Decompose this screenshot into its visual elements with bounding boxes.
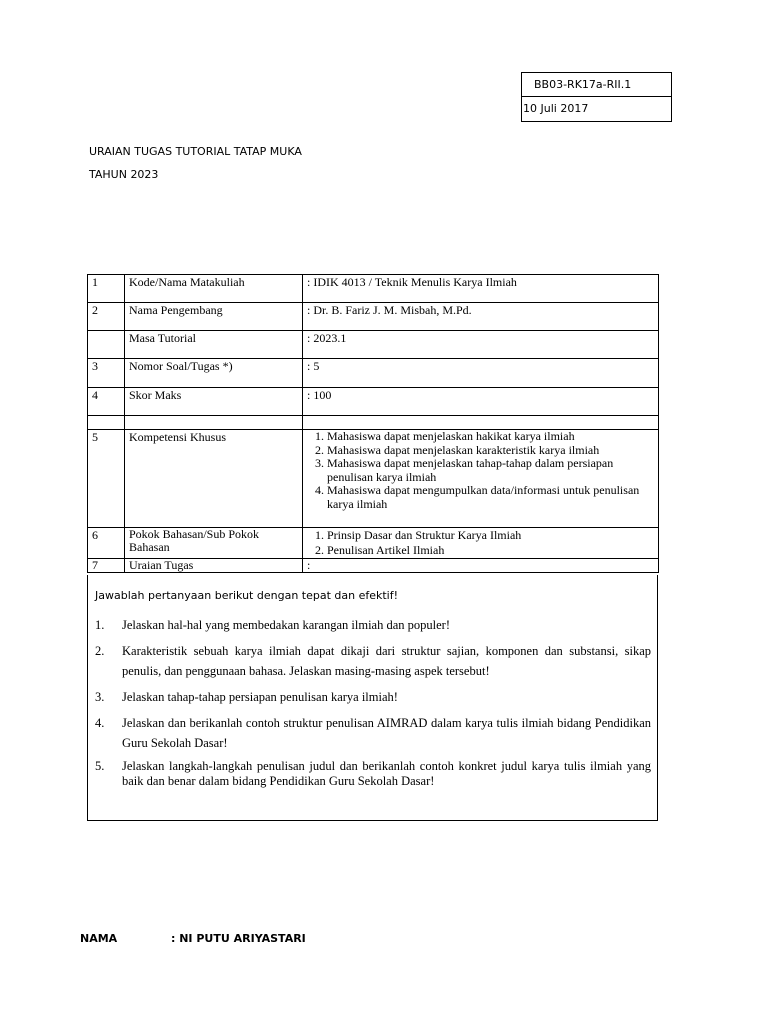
question-list xyxy=(95,615,651,795)
competency-list xyxy=(307,430,658,511)
row-number: 1 xyxy=(88,275,125,303)
row-value: : Dr. B. Fariz J. M. Misbah, M.Pd. xyxy=(303,303,659,331)
document-code: BB03-RK17a-RII.1 xyxy=(522,73,671,97)
row-label: Kode/Nama Matakuliah xyxy=(125,275,303,303)
list-item xyxy=(95,687,651,707)
table-row xyxy=(88,388,659,416)
question-number: 4. xyxy=(95,716,105,730)
course-info-table xyxy=(87,274,659,573)
row-number: 2 xyxy=(88,303,125,331)
row-label: Skor Maks xyxy=(125,388,303,416)
row-value: : IDIK 4013 / Teknik Menulis Karya Ilmiah xyxy=(303,275,659,303)
question-number: 1. xyxy=(95,618,105,632)
question-text: Jelaskan hal-hal yang membedakan karangan ilmiah dan populer! xyxy=(122,618,451,632)
student-name: : NI PUTU ARIYASTARI xyxy=(171,932,306,945)
task-description-box xyxy=(87,575,658,821)
row-value: : 100 xyxy=(303,388,659,416)
row-number: 4 xyxy=(88,388,125,416)
list-item: 4. Mahasiswa dapat mengumpulkan data/informasi untuk penulisan karya ilmiah xyxy=(327,484,658,511)
list-item: 1. Prinsip Dasar dan Struktur Karya Ilmiah xyxy=(327,528,658,543)
document-year: TAHUN 2023 xyxy=(89,168,159,181)
table-row xyxy=(88,359,659,388)
competency-list-cell xyxy=(303,430,659,528)
list-item: 2. Penulisan Artikel Ilmiah xyxy=(327,543,658,558)
row-label: Masa Tutorial xyxy=(125,331,303,359)
table-row xyxy=(88,430,659,528)
question-number: 2. xyxy=(95,644,105,658)
table-row xyxy=(88,528,659,559)
table-spacer-row xyxy=(88,416,659,430)
table-row xyxy=(88,275,659,303)
row-value: : xyxy=(303,559,659,573)
list-item xyxy=(95,641,651,681)
table-row xyxy=(88,331,659,359)
row-number: 5 xyxy=(88,430,125,528)
row-number: 6 xyxy=(88,528,125,559)
row-label: Nama Pengembang xyxy=(125,303,303,331)
row-value: : 2023.1 xyxy=(303,331,659,359)
row-label: Kompetensi Khusus xyxy=(125,430,303,528)
list-item: 2. Mahasiswa dapat menjelaskan karakteristik karya ilmiah xyxy=(327,444,658,458)
question-text: Jelaskan tahap-tahap persiapan penulisan karya ilmiah! xyxy=(122,690,398,704)
topic-list xyxy=(307,528,658,558)
list-item: 3. Mahasiswa dapat menjelaskan tahap-tahap dalam persiapan penulisan karya ilmiah xyxy=(327,457,658,484)
document-title: URAIAN TUGAS TUTORIAL TATAP MUKA xyxy=(89,145,302,158)
question-number: 5. xyxy=(95,759,105,773)
table-row xyxy=(88,559,659,573)
table-row xyxy=(88,303,659,331)
document-date: 10 Juli 2017 xyxy=(523,102,589,115)
name-label: NAMA xyxy=(80,932,118,945)
list-item: 1. Mahasiswa dapat menjelaskan hakikat karya ilmiah xyxy=(327,430,658,444)
document-code-box xyxy=(521,72,672,122)
row-number: 3 xyxy=(88,359,125,388)
row-number xyxy=(88,331,125,359)
row-value: : 5 xyxy=(303,359,659,388)
list-item xyxy=(95,713,651,753)
list-item xyxy=(95,615,651,635)
row-label: Nomor Soal/Tugas *) xyxy=(125,359,303,388)
question-text: Karakteristik sebuah karya ilmiah dapat dikaji dari struktur sajian, komponen dan substansi, sikap penulis, dan penggunaan bahasa. Jelaskan masing-masing aspek tersebut! xyxy=(122,644,651,678)
topic-list-cell xyxy=(303,528,659,559)
question-text: Jelaskan dan berikanlah contoh struktur penulisan AIMRAD dalam karya tulis ilmiah bidang Pendidikan Guru Sekolah Dasar! xyxy=(122,716,651,750)
list-item xyxy=(95,759,651,789)
question-number: 3. xyxy=(95,690,105,704)
row-label: Uraian Tugas xyxy=(125,559,303,573)
task-instruction: Jawablah pertanyaan berikut dengan tepat dan efektif! xyxy=(95,589,399,602)
row-label: Pokok Bahasan/Sub Pokok Bahasan xyxy=(125,528,303,559)
row-number: 7 xyxy=(88,559,125,573)
question-text: Jelaskan langkah-langkah penulisan judul dan berikanlah contoh konkret judul karya tulis ilmiah yang baik dan benar dalam bidang Pendidikan Guru Sekolah Dasar! xyxy=(122,759,651,788)
